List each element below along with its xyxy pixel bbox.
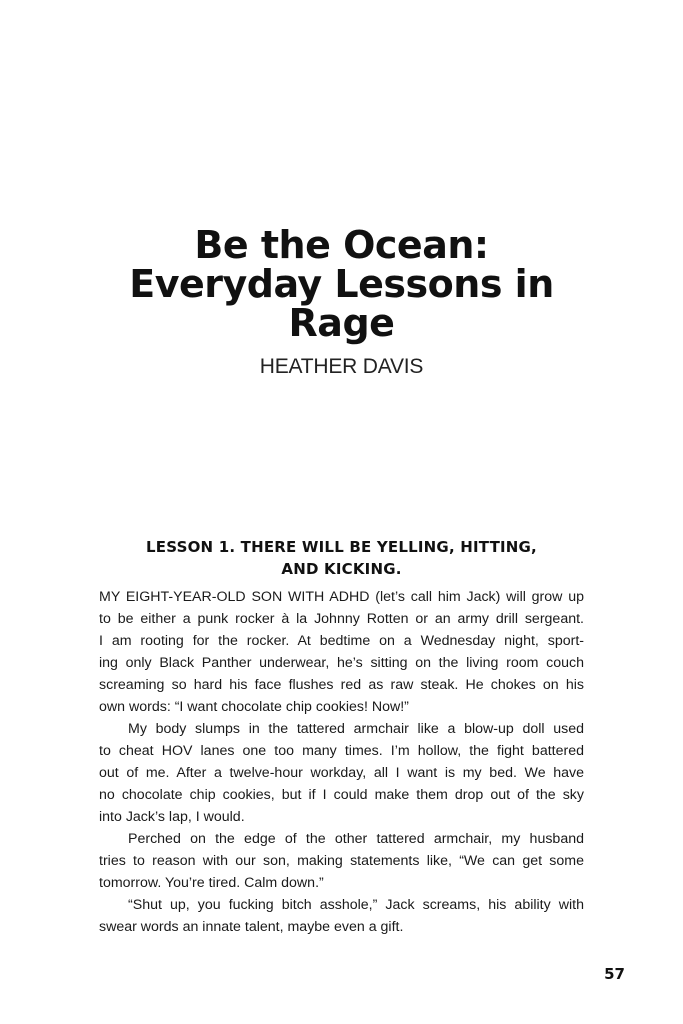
body-line: ing only Black Panther underwear, he’s sitting on the living room couch: [99, 655, 584, 671]
body-text: [99, 586, 584, 938]
author-name: HEATHER DAVIS: [259, 355, 424, 378]
body-line: MY EIGHT-YEAR-OLD SON WITH ADHD (let’s call him Jack) will grow up: [99, 589, 584, 605]
body-line: own words: “I want chocolate chip cookies! Now!”: [99, 699, 409, 715]
body-line: to be either a punk rocker à la Johnny Rotten or an army drill sergeant.: [99, 611, 584, 627]
chapter-title: [60, 223, 623, 345]
body-line: out of me. After a twelve-hour workday, all I want is my bed. We have: [99, 765, 584, 781]
body-line: My body slumps in the tattered armchair like a blow-up doll used: [128, 721, 584, 737]
body-line: tomorrow. You’re tired. Calm down.”: [99, 875, 324, 891]
body-line: “Shut up, you fucking bitch asshole,” Jack screams, his ability with: [128, 897, 584, 913]
body-line: I am rooting for the rocker. At bedtime on a Wednesday night, sport-: [99, 633, 584, 649]
lesson-heading: [80, 536, 603, 580]
body-line: tries to reason with our son, making statements like, “We can get some: [99, 853, 584, 869]
body-line: Perched on the edge of the other tattered armchair, my husband: [128, 831, 584, 847]
body-line: no chocolate chip cookies, but if I could make them drop out of the sky: [99, 787, 584, 803]
chapter-title-line: Be the Ocean:: [194, 223, 489, 267]
chapter-title-line: Rage: [288, 301, 395, 345]
body-line: screaming so hard his face flushes red as raw steak. He chokes on his: [99, 677, 584, 693]
chapter-title-line: Everyday Lessons in: [129, 262, 554, 306]
body-line: into Jack’s lap, I would.: [99, 809, 245, 825]
body-line: to cheat HOV lanes one too many times. I’m hollow, the fight battered: [99, 743, 584, 759]
lesson-heading-line: LESSON 1. THERE WILL BE YELLING, HITTING,: [146, 538, 537, 556]
lesson-heading-line: AND KICKING.: [281, 560, 402, 578]
body-line: swear words an innate talent, maybe even a gift.: [99, 919, 404, 935]
page-number: 57: [604, 965, 625, 983]
